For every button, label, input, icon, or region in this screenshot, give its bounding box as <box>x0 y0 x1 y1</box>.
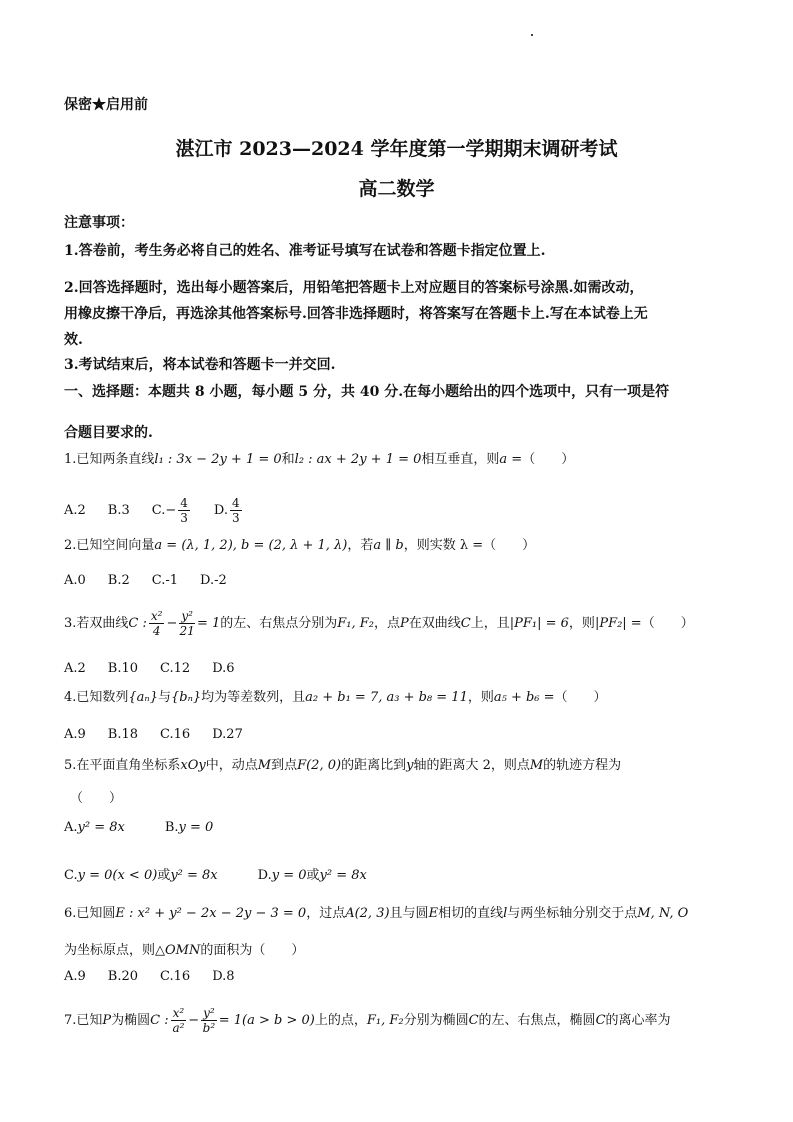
option-a: A.y² = 8x <box>64 820 125 835</box>
question-1: 1.已知两条直线l₁ : 3x − 2y + 1 = 0和l₂ : ax + 2y + 1 = 0相互垂直，则a =（ ） <box>64 452 575 467</box>
option-c: C.12 <box>160 661 191 676</box>
section-1-line-2: 合题目要求的. <box>64 425 153 441</box>
question-3-options <box>64 661 257 676</box>
subject-title: 高二数学 <box>358 178 435 200</box>
note-2-line-2: 用橡皮擦干净后，再选涂其他答案标号.回答非选择题时，将答案写在答题卡上.写在本试卷上无 <box>64 306 648 322</box>
option-d: D.8 <box>212 969 235 984</box>
option-b: B.10 <box>107 661 139 676</box>
question-5-options-cd <box>64 864 389 883</box>
option-b: B.2 <box>107 573 130 588</box>
option-c: C.− $\frac{4}{3}$ <box>151 496 188 525</box>
option-b: B.18 <box>107 727 139 742</box>
option-a: A.2 <box>64 661 86 676</box>
option-d: D.27 <box>212 727 243 742</box>
option-a: A.9 <box>64 727 86 742</box>
question-7: 7.已知P为椭圆C : $\frac{\text{x²}}{\text{a²}}$ − $\frac{\text{y²}}{\text{b²}}$ = 1(a > b > 0)上的点，F₁, F₂分别为椭圆C的左、右焦点，椭圆C的离心率为 <box>64 1006 671 1035</box>
question-5-paren: （ ） <box>70 791 123 806</box>
question-3: 3.若双曲线C : $\frac{\text{x²}}{4}$ − $\frac{\text{y²}}{21}$ = 1的左、右焦点分别为F₁, F₂，点P在双曲线C上，且|PF₁| = 6，则|PF₂| =（ ） <box>64 609 694 638</box>
question-6-line-2: 为坐标原点，则△OMN的面积为（ ） <box>64 943 305 958</box>
note-3: 3.考试结束后，将本试卷和答题卡一并交回. <box>64 357 336 373</box>
exam-title: 湛江市 2023—2024 学年度第一学期期末调研考试 <box>175 138 618 160</box>
question-6: 6.已知圆E : x² + y² − 2x − 2y − 3 = 0，过点A(2, 3)且与圆E相切的直线l与两坐标轴分别交于点M, N, O <box>64 906 689 921</box>
section-1-line-1: 一、选择题：本题共 8 小题，每小题 5 分，共 40 分.在每小题给出的四个选项中，只有一项是符 <box>64 384 670 400</box>
option-d: D.-2 <box>200 573 227 588</box>
option-d: D.y = 0或y² = 8x <box>257 868 367 883</box>
scan-dot <box>531 34 533 36</box>
question-1-options <box>64 496 266 525</box>
option-a: A.9 <box>64 969 86 984</box>
notes-heading: 注意事项： <box>64 215 134 231</box>
option-d: D.6 <box>212 661 235 676</box>
question-4-options <box>64 727 265 742</box>
option-d: D. $\frac{4}{3}$ <box>213 496 240 525</box>
option-b: B.y = 0 <box>164 820 214 835</box>
option-b: B.3 <box>107 503 130 518</box>
option-b: B.20 <box>107 969 139 984</box>
question-5: 5.在平面直角坐标系xOy中，动点M到点F(2, 0)的距离比到y轴的距离大 2，则点M的轨迹方程为 <box>64 758 622 773</box>
option-a: A.0 <box>64 573 86 588</box>
option-c: C.16 <box>160 969 191 984</box>
option-a: A.2 <box>64 503 86 518</box>
option-c: C.-1 <box>151 573 179 588</box>
option-c: C.16 <box>160 727 191 742</box>
question-2-options <box>64 573 249 588</box>
question-5-options-ab <box>64 820 235 835</box>
note-1: 1.答卷前，考生务必将自己的姓名、准考证号填写在试卷和答题卡指定位置上. <box>64 243 546 259</box>
note-2-line-1: 2.回答选择题时，选出每小题答案后，用铅笔把答题卡上对应题目的答案标号涂黑.如需改动， <box>64 280 644 296</box>
question-4: 4.已知数列{aₙ}与{bₙ}均为等差数列，且a₂ + b₁ = 7, a₃ + b₈ = 11，则a₅ + b₆ =（ ） <box>64 690 607 705</box>
question-6-options <box>64 969 257 984</box>
option-c: C.y = 0(x < 0)或y² = 8x <box>64 868 218 883</box>
question-2: 2.已知空间向量a = (λ, 1, 2), b = (2, λ + 1, λ)，若a ∥ b，则实数 λ =（ ） <box>64 538 536 553</box>
confidential-label: 保密★启用前 <box>64 97 148 113</box>
note-2-line-3: 效. <box>64 332 83 348</box>
